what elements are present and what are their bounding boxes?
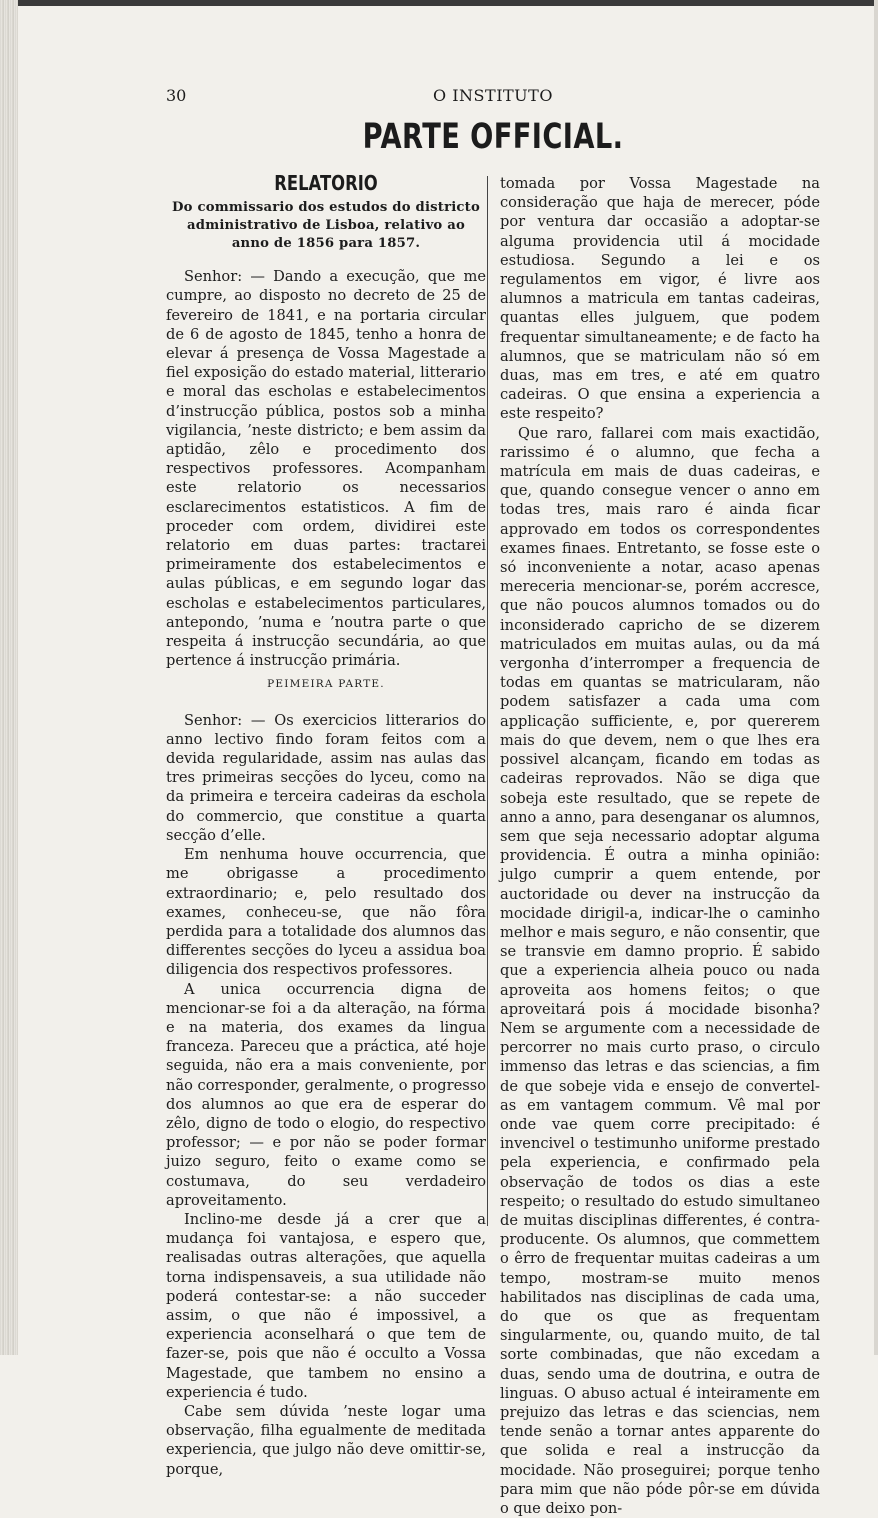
paragraph: Inclino-me desde já a crer que a mudança foi vantajosa, e espero que, realisadas outras alterações, que aquella torna indispensaveis, a sua utilidade não poderá contestar-se: a não succeder assim, o que não é impossivel, a experiencia aconselhará o que tem de fazer-se, pois que não é occulto a Vossa Magestade, que tambem no ensino a experiencia é tudo. xyxy=(166,1210,486,1401)
scan-right-border xyxy=(874,0,878,1355)
paragraph-continued: tomada por Vossa Magestade na consideração que haja de merecer, póde por ventura dar occasião a adoptar-se alguma providencia util á mocidade estudiosa. Segundo a lei e os regulamentos em vigor, é livre aos alumnos a matricula em tantas cadeiras, quantas elles julguem, que podem frequentar simultaneamente; e de facto ha alumnos, que se matriculam não só em duas, mas em tres, e até em quatro cadeiras. O que ensina a experiencia a este respeito? xyxy=(500,175,820,423)
paragraph: Em nenhuma houve occurrencia, que me obrigasse a procedimento extraordinario; e, pelo resultado dos exames, conheceu-se, que não fôra perdida para a totalidade dos alumnos das differentes secções do lyceu a assidua boa diligencia dos respectivos professores. xyxy=(166,846,486,979)
page-number: 30 xyxy=(166,86,187,105)
left-column xyxy=(166,171,486,1479)
page-header xyxy=(166,86,820,108)
running-title: O INSTITUTO xyxy=(433,86,553,105)
paragraph: Senhor: — Os exercicios litterarios do anno lectivo findo foram feitos com a devida regularidade, assim nas aulas das tres primeiras secções do lyceu, como na da primeira e terceira cadeiras da eschola do commercio, que constitue a quarta secção d’elle. xyxy=(166,711,486,844)
part-heading: PEIMEIRA PARTE. xyxy=(267,678,385,691)
report-subtitle: Do commissario dos estudos do districto administrativo de Lisboa, relativo ao anno de 1856 para 1857. xyxy=(172,200,480,252)
right-column xyxy=(500,174,820,1518)
report-heading: RELATORIO xyxy=(274,171,378,195)
paragraph: Cabe sem dúvida ’neste logar uma observação, filha egualmente de meditada experiencia, que julgo não deve omittir-se, porque, xyxy=(166,1402,486,1478)
column-divider xyxy=(487,176,488,1226)
scan-top-border xyxy=(18,0,878,6)
paragraph: A unica occurrencia digna de mencionar-se foi a da alteração, na fórma e na materia, dos exames da lingua franceza. Pareceu que a práctica, até hoje seguida, não era a mais conveniente, por não corresponder, geralmente, o progresso dos alumnos ao que era de esperar do zêlo, digno de todo o elogio, do respectivo professor; — e por não se poder formar juizo seguro, feito o exame como se costumava, do seu verdadeiro aproveitamento. xyxy=(166,980,486,1209)
page-stack-edge xyxy=(0,0,18,1355)
section-title: PARTE OFFICIAL. xyxy=(362,117,624,157)
intro-paragraph: Senhor: — Dando a execução, que me cumpre, ao disposto no decreto de 25 de fevereiro de 1841, e na portaria circular de 6 de agosto de 1845, tenho a honra de elevar á presença de Vossa Magestade a fiel exposição do estado material, litterario e moral das escholas e estabelecimentos d’instrucção pública, postos sob a minha vigilancia, ’neste districto; e bem assim da aptidão, zêlo e procedimento dos respectivos professores. Acompanham este relatorio os necessarios esclarecimentos estatisticos. A fim de proceder com ordem, dividirei este relatorio em duas partes: tractarei primeiramente dos estabelecimentos e aulas públicas, e em segundo logar das escholas e estabelecimentos particulares, antepondo, ’numa e ’noutra parte o que respeita á instrucção secundária, ao que pertence á instrucção primária. xyxy=(166,268,486,670)
paragraph: Que raro, fallarei com mais exactidão, rarissimo é o alumno, que fecha a matrícula em mais de duas cadeiras, e que, quando consegue vencer o anno em todas tres, mais raro é ainda ficar approvado em todos os correspondentes exames finaes. Entretanto, se fosse este o só inconveniente a notar, acaso apenas mereceria mencionar-se, porém accresce, que não poucos alumnos tomados ou do inconsiderado capricho de se dizerem matriculados em muitas aulas, ou da má vergonha d’interromper a frequencia de todas em quantas se matricularam, não podem satisfazer a cada uma com applicação sufficiente, e, por quererem mais do que devem, nem o que lhes era possivel alcançam, ficando em todas as cadeiras reprovados. Não se diga que sobeja este resultado, que se repete de anno a anno, para desenganar os alumnos, sem que seja necessario adoptar alguma providencia. É outra a minha opinião: julgo cumprir a quem entende, por auctoridade ou dever na instrucção da mocidade dirigil-a, indicar-lhe o caminho melhor e mais seguro, e não consentir, que se transvie em damno proprio. É sabido que a experiencia alheia pouco ou nada aproveita aos homens feitos; o que aproveitará pois á mocidade bisonha? Nem se argumente com a necessidade de percorrer no mais curto praso, o circulo immenso das letras e das sciencias, a fim de que sobeje vida e ensejo de convertel-as em vantagem commum. Vê mal por onde vae quem corre precipitado: é invencivel o testimunho uniforme prestado pela experiencia, e confirmado pela observação de todos os dias a este respeito; o resultado do estudo simultaneo de muitas disciplinas differentes, é contra-producente. Os alumnos, que commettem o êrro de frequentar muitas cadeiras a um tempo, mostram-se muito menos habilitados nas disciplinas de cada uma, do que os que as frequentam singularmente, ou, quando muito, de tal sorte combinadas, que não excedam a duas, sendo uma de doutrina, e outra de linguas. O abuso actual é inteiramente em prejuizo das letras e das sciencias, nem tende senão a tornar antes apparente do que solida e real a instrucção da mocidade. Não proseguirei; porque tenho para mim que não póde pôr-se em dúvida o que deixo pon- xyxy=(500,424,820,1518)
